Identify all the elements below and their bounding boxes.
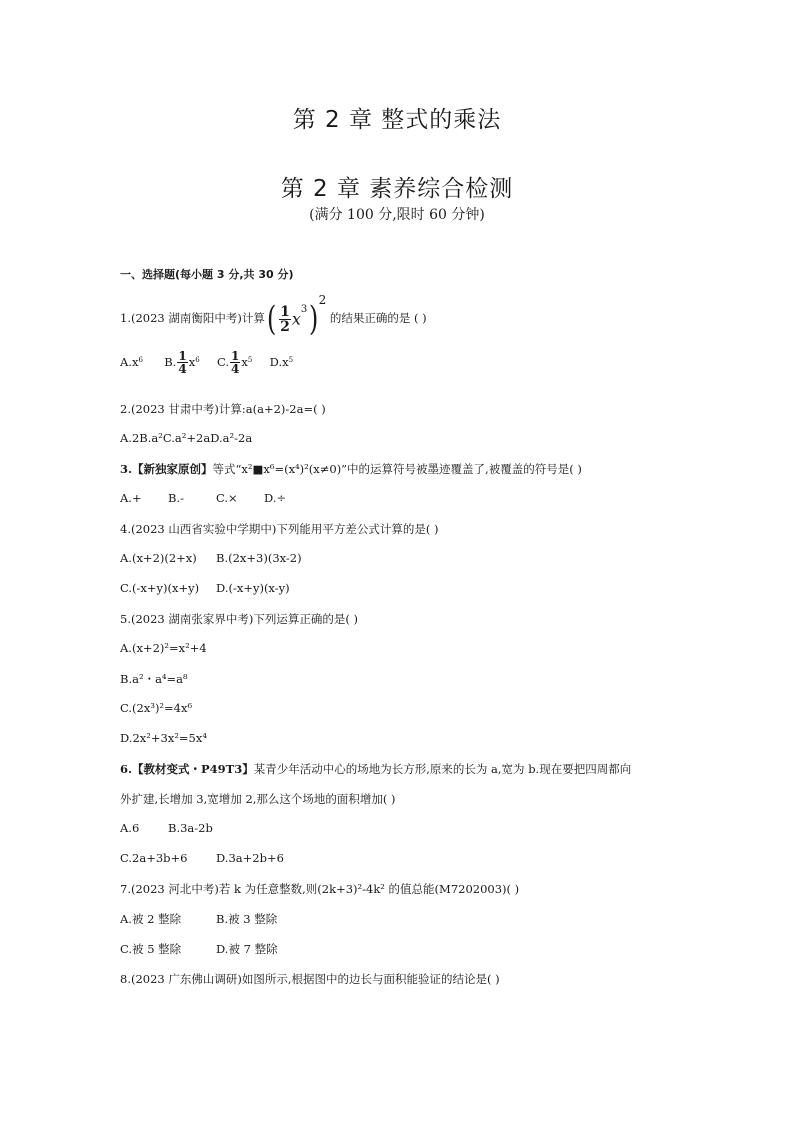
question-6-text-line1: 某青少年活动中心的场地为长方形,原来的长为 a,宽为 b.现在要把四周都向 bbox=[253, 762, 632, 776]
question-1 bbox=[120, 293, 427, 339]
option-b[interactable]: B.(2x+3)(3x-2) bbox=[216, 551, 302, 565]
option-d[interactable]: $D.x^5$ bbox=[269, 354, 294, 369]
question-2: 2.(2023 甘肃中考)计算:a(a+2)-2a=( ) bbox=[120, 402, 326, 416]
question-6-options-row2 bbox=[120, 851, 284, 865]
option-c[interactable]: C.(-x+y)(x+y) bbox=[120, 581, 200, 595]
question-7: 7.(2023 河北中考)若 k 为任意整数,则(2k+3)²-4k² 的值总能(M7202003)( ) bbox=[120, 882, 520, 896]
question-6 bbox=[120, 761, 631, 777]
option-c[interactable]: C. $\frac{1}{4}$ $x^5$ bbox=[216, 349, 253, 376]
question-4-options-row1 bbox=[120, 551, 302, 565]
chapter-title: 第 2 章 整式的乘法 bbox=[292, 107, 502, 133]
option-c[interactable]: C.2a+3b+6 bbox=[120, 851, 188, 865]
question-4: 4.(2023 山西省实验中学期中)下列能用平方差公式计算的是( ) bbox=[120, 522, 439, 536]
right-paren: ) bbox=[309, 299, 319, 339]
inner-exponent: 3 bbox=[300, 304, 308, 315]
option-d[interactable]: D.3a+2b+6 bbox=[216, 851, 284, 865]
option-c[interactable]: C.× bbox=[216, 491, 238, 505]
test-subtitle: (满分 100 分,限时 60 分钟) bbox=[309, 207, 485, 223]
question-1-suffix: 的结果正确的是 ( ) bbox=[329, 311, 427, 325]
question-3-text: 等式“x²■x⁶=(x⁴)²(x≠0)”中的运算符号被墨迹覆盖了,被覆盖的符号是( ) bbox=[212, 462, 582, 476]
section-heading: 一、选择题(每小题 3 分,共 30 分) bbox=[120, 268, 294, 281]
option-c[interactable]: C.(2x³)²=4x⁶ bbox=[120, 701, 193, 715]
fraction: $\frac{1}{2}$ bbox=[280, 303, 290, 335]
question-6-text-line2: 外扩建,长增加 3,宽增加 2,那么这个场地的面积增加( ) bbox=[120, 792, 396, 806]
option-b[interactable]: B.被 3 整除 bbox=[216, 912, 278, 926]
question-2-options bbox=[120, 431, 252, 445]
question-5: 5.(2023 湖南张家界中考)下列运算正确的是( ) bbox=[120, 612, 358, 626]
question-1-options bbox=[120, 350, 293, 375]
test-title: 第 2 章 素养综合检测 bbox=[280, 176, 514, 202]
option-a[interactable]: A.+ bbox=[120, 491, 142, 505]
option-b[interactable]: B.3a-2b bbox=[168, 821, 213, 835]
question-3-tag: 3.【新独家原创】 bbox=[120, 462, 213, 476]
option-d[interactable]: D.a²-2a bbox=[210, 431, 253, 445]
option-c[interactable]: C.a²+2a bbox=[162, 431, 211, 445]
option-c[interactable]: C.被 5 整除 bbox=[120, 942, 182, 956]
variable-x: x bbox=[291, 309, 301, 329]
question-8: 8.(2023 广东佛山调研)如图所示,根据图中的边长与面积能验证的结论是( ) bbox=[120, 972, 500, 986]
option-b[interactable]: B.- bbox=[168, 491, 184, 505]
option-a[interactable]: A.被 2 整除 bbox=[120, 912, 182, 926]
option-a[interactable]: A.6 bbox=[120, 821, 140, 835]
question-6-options-row1 bbox=[120, 821, 213, 835]
option-d[interactable]: D.÷ bbox=[264, 491, 287, 505]
option-b[interactable]: B.a² bbox=[139, 431, 163, 445]
left-paren: ( bbox=[266, 299, 277, 339]
question-4-options-row2 bbox=[120, 581, 290, 595]
question-7-options-row2 bbox=[120, 941, 278, 957]
option-b[interactable]: B.a²・a⁴=a⁸ bbox=[120, 672, 188, 686]
option-a[interactable]: A.2 bbox=[120, 431, 140, 445]
option-d[interactable]: D.(-x+y)(x-y) bbox=[216, 581, 290, 595]
question-3 bbox=[120, 461, 582, 477]
outer-exponent: 2 bbox=[318, 293, 327, 307]
option-d[interactable]: D.被 7 整除 bbox=[216, 942, 278, 956]
option-a[interactable]: A.(x+2)(2+x) bbox=[120, 551, 197, 565]
question-1-prefix: 1.(2023 湖南衡阳中考)计算 bbox=[120, 311, 265, 325]
option-b[interactable]: B. $\frac{1}{4}$ $x^6$ bbox=[164, 349, 200, 376]
question-3-options bbox=[120, 491, 286, 505]
question-6-tag: 6.【教材变式・P49T3】 bbox=[120, 762, 254, 776]
question-7-options-row1 bbox=[120, 911, 277, 927]
option-d[interactable]: D.2x²+3x²=5x⁴ bbox=[120, 731, 207, 745]
option-a[interactable]: A.(x+2)²=x²+4 bbox=[120, 641, 207, 655]
option-a[interactable]: $A.x^6$ bbox=[120, 354, 143, 369]
